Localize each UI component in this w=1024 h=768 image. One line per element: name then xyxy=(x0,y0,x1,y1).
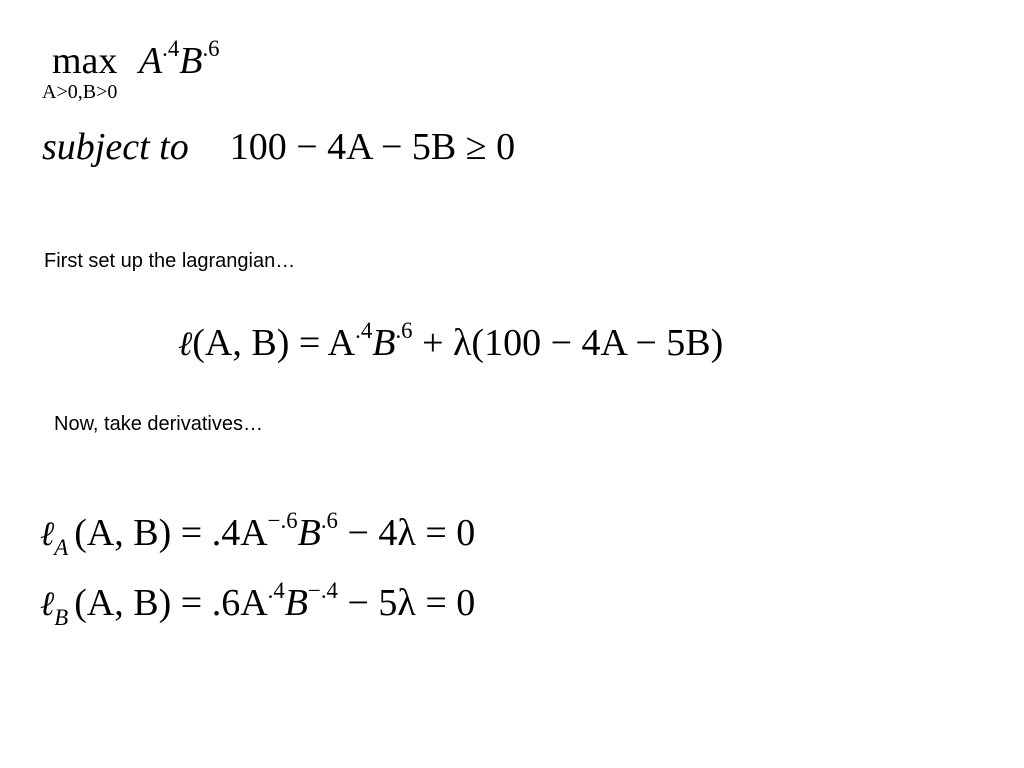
derivative-b-mid: B xyxy=(284,582,308,624)
var-b: B xyxy=(179,40,203,82)
lagrangian-symbol: ℓ xyxy=(178,324,193,364)
derivative-a-lhs: (A, B) = .4A xyxy=(74,512,268,554)
derivative-a-subscript: A xyxy=(54,535,69,561)
var-a: A xyxy=(138,40,163,82)
derivative-b-exponent-a: .4 xyxy=(267,577,285,603)
lagrangian-exponent-b: .6 xyxy=(395,317,413,343)
max-operator: max xyxy=(52,40,118,82)
constraint-expression: 100 − 4A − 5B ≥ 0 xyxy=(229,126,516,168)
derivative-a-equation xyxy=(40,507,476,561)
lagrangian-equation xyxy=(178,317,724,364)
derivative-b-lhs: (A, B) = .6A xyxy=(74,582,268,624)
constraint-label: subject to xyxy=(42,126,189,168)
objective-expression xyxy=(52,35,220,82)
constraint-line xyxy=(42,128,515,166)
derivative-b-symbol: ℓ xyxy=(40,584,55,624)
derivative-a-rhs: − 4λ = 0 xyxy=(337,512,476,554)
lagrangian-exponent-a: .4 xyxy=(355,317,373,343)
derivative-b-rhs: − 5λ = 0 xyxy=(337,582,476,624)
derivative-a-mid: B xyxy=(297,512,321,554)
exponent-b: .6 xyxy=(202,35,220,61)
derivative-a-exponent-b: .6 xyxy=(320,507,338,533)
derivative-b-exponent-b: −.4 xyxy=(308,577,338,603)
derivative-b-equation xyxy=(40,577,476,631)
objective-domain: A>0,B>0 xyxy=(42,81,118,103)
lagrangian-lhs: (A, B) = A xyxy=(192,322,356,364)
exponent-a: .4 xyxy=(162,35,180,61)
lagrangian-rhs: + λ(100 − 4A − 5B) xyxy=(412,322,724,364)
derivative-a-exponent-a: −.6 xyxy=(267,507,298,533)
derivatives-intro-text: Now, take derivatives… xyxy=(54,413,263,435)
lagrangian-intro-text: First set up the lagrangian… xyxy=(44,250,296,272)
derivative-b-subscript: B xyxy=(54,605,69,631)
lagrangian-mid: B xyxy=(372,322,396,364)
derivative-a-symbol: ℓ xyxy=(40,514,55,554)
